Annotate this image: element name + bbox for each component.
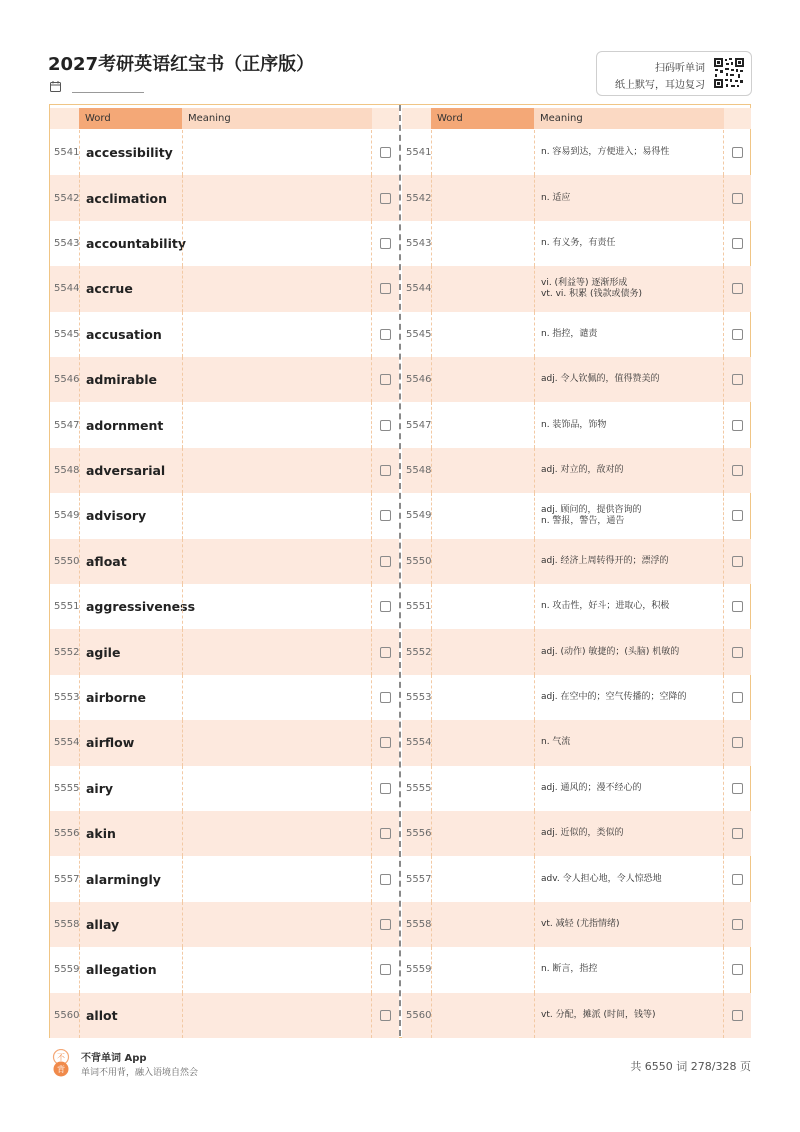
review-checkbox[interactable] bbox=[380, 737, 391, 748]
qr-promo bbox=[596, 51, 752, 96]
checkbox-cell bbox=[724, 221, 751, 266]
review-checkbox[interactable] bbox=[380, 283, 391, 294]
table-row bbox=[50, 266, 399, 311]
checkbox-cell bbox=[724, 629, 751, 674]
checkbox-cell bbox=[724, 902, 751, 947]
header-word: Word bbox=[431, 108, 534, 129]
meaning-text[interactable]: adj. 令人钦佩的，值得赞美的 bbox=[534, 357, 724, 402]
table-row bbox=[402, 448, 751, 493]
checkbox-cell bbox=[372, 902, 399, 947]
word-text[interactable]: adornment bbox=[79, 402, 182, 447]
review-checkbox[interactable] bbox=[732, 964, 743, 975]
checkbox-cell bbox=[372, 357, 399, 402]
review-checkbox[interactable] bbox=[380, 193, 391, 204]
page-title: 2027考研英语红宝书（正序版） bbox=[48, 54, 315, 75]
meaning-blank[interactable] bbox=[182, 175, 372, 220]
entry-number: 5556 bbox=[54, 828, 80, 840]
table-row bbox=[402, 629, 751, 674]
meaning-blank[interactable] bbox=[182, 312, 372, 357]
table-row bbox=[402, 175, 751, 220]
word-text[interactable]: allot bbox=[79, 993, 182, 1038]
meaning-blank[interactable] bbox=[182, 675, 372, 720]
meaning-blank[interactable] bbox=[182, 221, 372, 266]
checkbox-cell bbox=[724, 856, 751, 901]
word-text[interactable]: accessibility bbox=[79, 130, 182, 175]
review-checkbox[interactable] bbox=[732, 147, 743, 158]
table-row bbox=[402, 675, 751, 720]
meaning-text[interactable]: vt. 分配，摊派 (时间，钱等) bbox=[534, 993, 724, 1038]
checkbox-cell bbox=[372, 856, 399, 901]
table-row bbox=[50, 584, 399, 629]
checkbox-cell bbox=[724, 175, 751, 220]
word-text[interactable]: accountability bbox=[79, 221, 182, 266]
table-row bbox=[50, 402, 399, 447]
meaning-text[interactable]: adv. 令人担心地，令人惊恐地 bbox=[534, 856, 724, 901]
checkbox-cell bbox=[372, 675, 399, 720]
meaning-blank[interactable] bbox=[182, 902, 372, 947]
table-row bbox=[50, 175, 399, 220]
meaning-text[interactable]: n. 有义务，有责任 bbox=[534, 221, 724, 266]
word-blank[interactable] bbox=[431, 402, 534, 447]
table-row bbox=[50, 629, 399, 674]
word-blank[interactable] bbox=[431, 629, 534, 674]
entry-number: 5555 bbox=[54, 782, 80, 794]
word-blank[interactable] bbox=[431, 448, 534, 493]
word-text[interactable]: agile bbox=[79, 629, 182, 674]
table-row bbox=[50, 448, 399, 493]
calendar-icon bbox=[50, 81, 61, 92]
review-checkbox[interactable] bbox=[732, 601, 743, 612]
review-checkbox[interactable] bbox=[380, 692, 391, 703]
date-input-line[interactable] bbox=[72, 92, 144, 93]
review-checkbox[interactable] bbox=[732, 510, 743, 521]
review-checkbox[interactable] bbox=[380, 374, 391, 385]
checkbox-cell bbox=[372, 448, 399, 493]
entry-number: 5549 bbox=[54, 510, 80, 522]
entry-number: 5541 bbox=[54, 147, 80, 159]
meaning-blank[interactable] bbox=[182, 539, 372, 584]
meaning-text[interactable]: adj. 近似的，类似的 bbox=[534, 811, 724, 856]
meaning-text[interactable]: adj. 在空中的；空气传播的；空降的 bbox=[534, 675, 724, 720]
header-check-cell bbox=[724, 108, 751, 129]
entry-number: 5558 bbox=[406, 918, 432, 930]
table-row bbox=[402, 539, 751, 584]
meaning-text[interactable]: n. 断言，指控 bbox=[534, 947, 724, 992]
word-blank[interactable] bbox=[431, 856, 534, 901]
meaning-blank[interactable] bbox=[182, 856, 372, 901]
table-row bbox=[50, 675, 399, 720]
table-row bbox=[402, 221, 751, 266]
table-row bbox=[50, 720, 399, 765]
table-row bbox=[402, 902, 751, 947]
word-text[interactable]: afloat bbox=[79, 539, 182, 584]
entry-number: 5543 bbox=[406, 237, 432, 249]
meaning-blank[interactable] bbox=[182, 584, 372, 629]
meaning-blank[interactable] bbox=[182, 629, 372, 674]
meaning-text[interactable]: adj. 通风的；漫不经心的 bbox=[534, 766, 724, 811]
header-meaning: Meaning bbox=[182, 108, 372, 129]
table-row bbox=[50, 130, 399, 175]
checkbox-cell bbox=[372, 266, 399, 311]
meaning-text[interactable]: adj. 经济上周转得开的；漂浮的 bbox=[534, 539, 724, 584]
meaning-text[interactable]: n. 攻击性，好斗；进取心，积极 bbox=[534, 584, 724, 629]
table-row bbox=[50, 993, 399, 1038]
app-slogan: 单词不用背，融入语境自然会 bbox=[81, 1068, 199, 1078]
checkbox-cell bbox=[372, 993, 399, 1038]
checkbox-cell bbox=[372, 493, 399, 538]
word-text[interactable]: advisory bbox=[79, 493, 182, 538]
review-checkbox[interactable] bbox=[380, 238, 391, 249]
table-row bbox=[402, 993, 751, 1038]
word-text[interactable]: allegation bbox=[79, 947, 182, 992]
review-checkbox[interactable] bbox=[380, 329, 391, 340]
meaning-blank[interactable] bbox=[182, 720, 372, 765]
meaning-blank[interactable] bbox=[182, 811, 372, 856]
entry-number: 5558 bbox=[54, 918, 80, 930]
entry-number: 5543 bbox=[54, 237, 80, 249]
qr-code-icon[interactable] bbox=[713, 57, 745, 89]
svg-text:背: 背 bbox=[57, 1065, 65, 1074]
table-row bbox=[402, 493, 751, 538]
entry-number: 5550 bbox=[54, 555, 80, 567]
meaning-text[interactable]: n. 指控，谴责 bbox=[534, 312, 724, 357]
app-name: 不背单词 App bbox=[81, 1053, 147, 1064]
review-checkbox[interactable] bbox=[732, 238, 743, 249]
meaning-text[interactable]: n. 气流 bbox=[534, 720, 724, 765]
checkbox-cell bbox=[724, 493, 751, 538]
word-text[interactable]: accusation bbox=[79, 312, 182, 357]
word-text[interactable]: airy bbox=[79, 766, 182, 811]
review-checkbox[interactable] bbox=[732, 329, 743, 340]
entry-number: 5555 bbox=[406, 782, 432, 794]
review-checkbox[interactable] bbox=[380, 465, 391, 476]
fold-divider bbox=[399, 105, 401, 1036]
table-row bbox=[50, 856, 399, 901]
qr-caption-2: 纸上默写，耳边复习 bbox=[615, 80, 705, 91]
word-blank[interactable] bbox=[431, 175, 534, 220]
checkbox-cell bbox=[724, 130, 751, 175]
entry-number: 5541 bbox=[406, 147, 432, 159]
word-text[interactable]: akin bbox=[79, 811, 182, 856]
word-text[interactable]: accrue bbox=[79, 266, 182, 311]
meaning-text[interactable]: vi. (利益等) 逐渐形成 vt. vi. 积累 (钱款或债务) bbox=[534, 266, 724, 311]
entry-number: 5551 bbox=[54, 601, 80, 613]
meaning-text[interactable]: vt. 减轻 (尤指情绪) bbox=[534, 902, 724, 947]
entry-number: 5548 bbox=[54, 464, 80, 476]
word-blank[interactable] bbox=[431, 675, 534, 720]
checkbox-cell bbox=[372, 221, 399, 266]
table-row bbox=[50, 811, 399, 856]
review-checkbox[interactable] bbox=[732, 374, 743, 385]
word-blank[interactable] bbox=[431, 947, 534, 992]
meaning-blank[interactable] bbox=[182, 130, 372, 175]
table-row bbox=[402, 130, 751, 175]
meaning-text[interactable]: n. 容易到达，方便进入；易得性 bbox=[534, 130, 724, 175]
word-text[interactable]: airborne bbox=[79, 675, 182, 720]
word-sheet bbox=[49, 104, 751, 1038]
meaning-blank[interactable] bbox=[182, 402, 372, 447]
review-checkbox[interactable] bbox=[732, 828, 743, 839]
word-blank[interactable] bbox=[431, 221, 534, 266]
checkbox-cell bbox=[372, 766, 399, 811]
table-row bbox=[402, 766, 751, 811]
word-column bbox=[50, 105, 399, 1036]
review-checkbox[interactable] bbox=[380, 510, 391, 521]
checkbox-cell bbox=[372, 584, 399, 629]
review-checkbox[interactable] bbox=[732, 919, 743, 930]
entry-number: 5547 bbox=[406, 419, 432, 431]
meaning-blank[interactable] bbox=[182, 993, 372, 1038]
checkbox-cell bbox=[724, 539, 751, 584]
checkbox-cell bbox=[724, 675, 751, 720]
checkbox-cell bbox=[724, 402, 751, 447]
entry-number: 5557 bbox=[406, 873, 432, 885]
header-check-cell bbox=[372, 108, 399, 129]
table-row bbox=[50, 766, 399, 811]
table-row bbox=[402, 357, 751, 402]
header-number-cell bbox=[402, 108, 431, 129]
word-text[interactable]: alarmingly bbox=[79, 856, 182, 901]
checkbox-cell bbox=[372, 175, 399, 220]
table-row bbox=[50, 539, 399, 584]
meaning-text[interactable]: n. 装饰品，饰物 bbox=[534, 402, 724, 447]
entry-number: 5553 bbox=[54, 691, 80, 703]
review-checkbox[interactable] bbox=[380, 828, 391, 839]
checkbox-cell bbox=[372, 539, 399, 584]
table-row bbox=[402, 811, 751, 856]
checkbox-cell bbox=[724, 993, 751, 1038]
meaning-blank[interactable] bbox=[182, 266, 372, 311]
review-checkbox[interactable] bbox=[732, 1010, 743, 1021]
review-checkbox[interactable] bbox=[380, 783, 391, 794]
review-checkbox[interactable] bbox=[380, 647, 391, 658]
review-checkbox[interactable] bbox=[732, 556, 743, 567]
word-blank[interactable] bbox=[431, 493, 534, 538]
qr-caption-1: 扫码听单词 bbox=[655, 63, 705, 74]
checkbox-cell bbox=[724, 448, 751, 493]
entry-number: 5554 bbox=[406, 737, 432, 749]
checkbox-cell bbox=[724, 357, 751, 402]
table-row bbox=[402, 856, 751, 901]
entry-number: 5542 bbox=[54, 192, 80, 204]
word-text[interactable]: adversarial bbox=[79, 448, 182, 493]
entry-number: 5559 bbox=[406, 964, 432, 976]
entry-number: 5560 bbox=[54, 1009, 80, 1021]
entry-number: 5552 bbox=[406, 646, 432, 658]
review-checkbox[interactable] bbox=[380, 147, 391, 158]
meaning-text[interactable]: adj. 顾问的，提供咨询的 n. 警报，警告，通告 bbox=[534, 493, 724, 538]
meaning-text[interactable]: adj. 对立的，敌对的 bbox=[534, 448, 724, 493]
entry-number: 5556 bbox=[406, 828, 432, 840]
table-row bbox=[50, 357, 399, 402]
table-row bbox=[50, 221, 399, 266]
meaning-blank[interactable] bbox=[182, 766, 372, 811]
word-text[interactable]: admirable bbox=[79, 357, 182, 402]
header-number-cell bbox=[50, 108, 79, 129]
entry-number: 5554 bbox=[54, 737, 80, 749]
word-text[interactable]: acclimation bbox=[79, 175, 182, 220]
entry-number: 5560 bbox=[406, 1009, 432, 1021]
entry-number: 5547 bbox=[54, 419, 80, 431]
table-row bbox=[402, 947, 751, 992]
meaning-blank[interactable] bbox=[182, 448, 372, 493]
review-checkbox[interactable] bbox=[380, 964, 391, 975]
checkbox-cell bbox=[724, 766, 751, 811]
entry-number: 5548 bbox=[406, 464, 432, 476]
table-row bbox=[402, 312, 751, 357]
entry-number: 5544 bbox=[406, 283, 432, 295]
svg-text:不: 不 bbox=[57, 1053, 65, 1062]
word-blank[interactable] bbox=[431, 357, 534, 402]
review-checkbox[interactable] bbox=[732, 420, 743, 431]
review-checkbox[interactable] bbox=[732, 193, 743, 204]
review-checkbox[interactable] bbox=[732, 465, 743, 476]
meaning-blank[interactable] bbox=[182, 493, 372, 538]
review-checkbox[interactable] bbox=[380, 556, 391, 567]
review-checkbox[interactable] bbox=[732, 783, 743, 794]
checkbox-cell bbox=[372, 402, 399, 447]
entry-number: 5545 bbox=[54, 328, 80, 340]
entry-number: 5557 bbox=[54, 873, 80, 885]
header-word: Word bbox=[79, 108, 182, 129]
entry-number: 5542 bbox=[406, 192, 432, 204]
entry-number: 5549 bbox=[406, 510, 432, 522]
entry-number: 5550 bbox=[406, 555, 432, 567]
meaning-blank[interactable] bbox=[182, 357, 372, 402]
entry-number: 5546 bbox=[406, 374, 432, 386]
table-row bbox=[50, 312, 399, 357]
word-text[interactable]: allay bbox=[79, 902, 182, 947]
checkbox-cell bbox=[372, 130, 399, 175]
table-row bbox=[402, 402, 751, 447]
checkbox-cell bbox=[372, 947, 399, 992]
review-checkbox[interactable] bbox=[380, 1010, 391, 1021]
checkbox-cell bbox=[724, 947, 751, 992]
page-info: 共 6550 词 278/328 页 bbox=[630, 1060, 751, 1073]
word-blank[interactable] bbox=[431, 584, 534, 629]
review-checkbox[interactable] bbox=[380, 874, 391, 885]
entry-number: 5544 bbox=[54, 283, 80, 295]
checkbox-cell bbox=[372, 720, 399, 765]
table-row bbox=[402, 266, 751, 311]
checkbox-cell bbox=[724, 720, 751, 765]
entry-number: 5546 bbox=[54, 374, 80, 386]
review-checkbox[interactable] bbox=[380, 919, 391, 930]
header-meaning: Meaning bbox=[534, 108, 724, 129]
entry-number: 5553 bbox=[406, 691, 432, 703]
word-text[interactable]: airflow bbox=[79, 720, 182, 765]
meaning-blank[interactable] bbox=[182, 947, 372, 992]
table-row bbox=[402, 584, 751, 629]
app-logo-icon bbox=[50, 1049, 72, 1077]
word-blank[interactable] bbox=[431, 720, 534, 765]
entry-number: 5545 bbox=[406, 328, 432, 340]
word-blank[interactable] bbox=[431, 902, 534, 947]
checkbox-cell bbox=[724, 312, 751, 357]
checkbox-cell bbox=[372, 629, 399, 674]
review-checkbox[interactable] bbox=[732, 647, 743, 658]
review-checkbox[interactable] bbox=[380, 420, 391, 431]
word-blank[interactable] bbox=[431, 539, 534, 584]
meaning-text[interactable]: n. 适应 bbox=[534, 175, 724, 220]
checkbox-cell bbox=[372, 312, 399, 357]
table-row bbox=[50, 947, 399, 992]
word-blank[interactable] bbox=[431, 266, 534, 311]
table-row bbox=[50, 493, 399, 538]
word-blank[interactable] bbox=[431, 993, 534, 1038]
checkbox-cell bbox=[724, 584, 751, 629]
table-row bbox=[50, 902, 399, 947]
review-checkbox[interactable] bbox=[732, 737, 743, 748]
word-blank[interactable] bbox=[431, 811, 534, 856]
word-blank[interactable] bbox=[431, 312, 534, 357]
word-text[interactable]: aggressiveness bbox=[79, 584, 182, 629]
word-blank[interactable] bbox=[431, 130, 534, 175]
meaning-text[interactable]: adj. (动作) 敏捷的；(头脑) 机敏的 bbox=[534, 629, 724, 674]
meaning-column bbox=[402, 105, 751, 1036]
review-checkbox[interactable] bbox=[732, 874, 743, 885]
entry-number: 5559 bbox=[54, 964, 80, 976]
review-checkbox[interactable] bbox=[380, 601, 391, 612]
entry-number: 5551 bbox=[406, 601, 432, 613]
word-blank[interactable] bbox=[431, 766, 534, 811]
review-checkbox[interactable] bbox=[732, 692, 743, 703]
table-row bbox=[402, 720, 751, 765]
checkbox-cell bbox=[372, 811, 399, 856]
checkbox-cell bbox=[724, 811, 751, 856]
review-checkbox[interactable] bbox=[732, 283, 743, 294]
checkbox-cell bbox=[724, 266, 751, 311]
entry-number: 5552 bbox=[54, 646, 80, 658]
